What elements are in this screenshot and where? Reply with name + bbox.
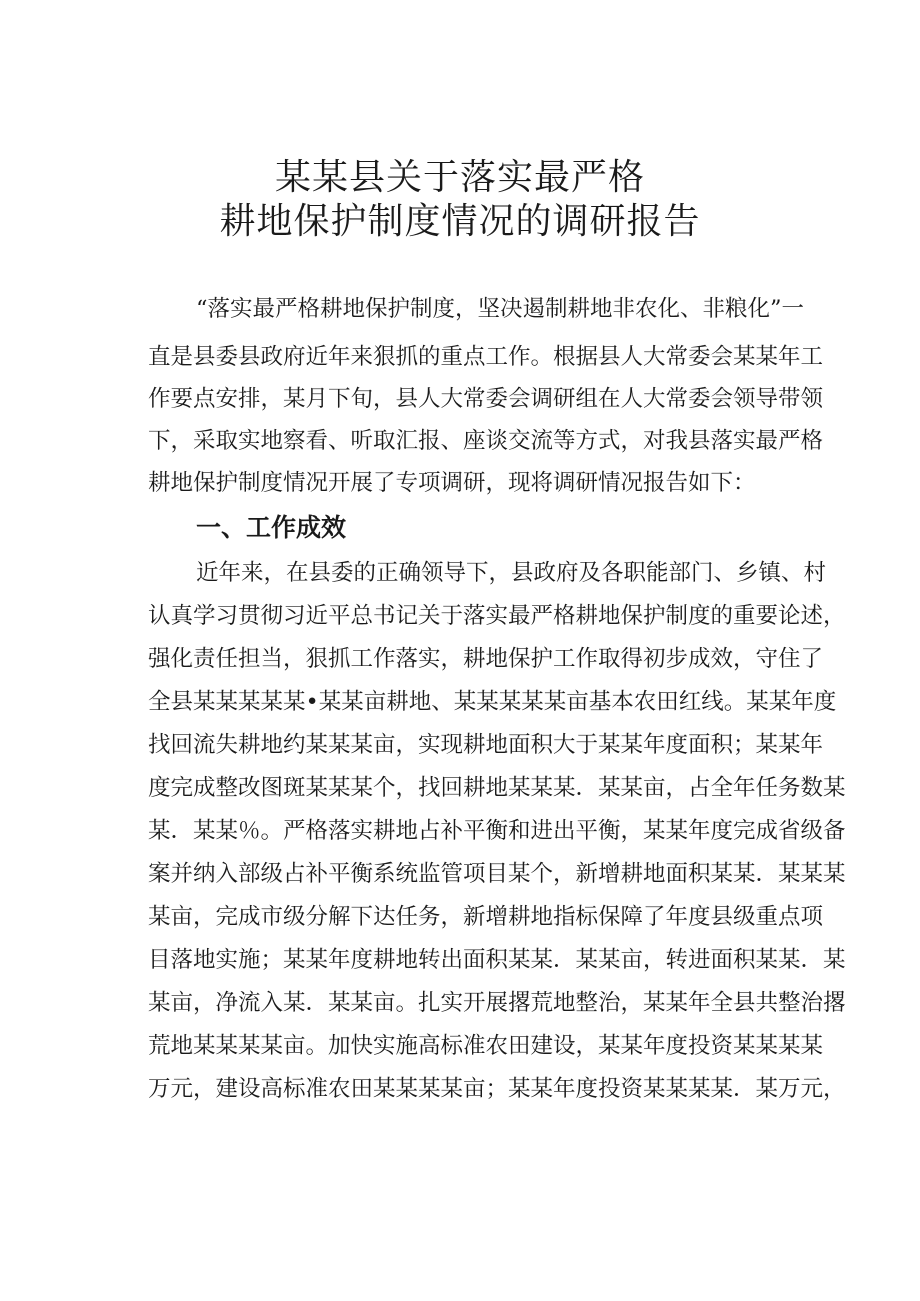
document-title-line-1: 某某县关于落实最严格 xyxy=(274,157,645,198)
body-line: 强化责任担当，狠抓工作落实，耕地保护工作取得初步成效，守住了 xyxy=(148,646,824,672)
body-line: 认真学习贯彻习近平总书记关于落实最严格耕地保护制度的重要论述， xyxy=(148,603,846,629)
body-line: 某亩，完成市级分解下达任务，新增耕地指标保障了年度县级重点项 xyxy=(148,904,824,930)
body-line: 案并纳入部级占补平衡系统监管项目某个，新增耕地面积某某．某某某 xyxy=(148,861,846,887)
body-line: 万元，建设高标准农田某某某某亩；某某年度投资某某某某．某万元， xyxy=(148,1076,846,1102)
body-line: 全县某某某某某•某某亩耕地、某某某某某亩基本农田红线。某某年度 xyxy=(148,689,837,715)
intro-line: “落实最严格耕地保护制度，坚决遏制耕地非农化、非粮化”一 xyxy=(196,296,805,322)
intro-line: 耕地保护制度情况开展了专项调研，现将调研情况报告如下： xyxy=(148,470,756,496)
intro-line: 作要点安排，某月下旬，县人大常委会调研组在人大常委会领导带领 xyxy=(148,386,824,412)
intro-line: 直是县委县政府近年来狠抓的重点工作。根据县人大常委会某某年工 xyxy=(148,344,824,370)
body-line: 找回流失耕地约某某某亩，实现耕地面积大于某某年度面积；某某年 xyxy=(148,732,824,758)
intro-line: 下，采取实地察看、听取汇报、座谈交流等方式，对我县落实最严格 xyxy=(148,428,824,454)
body-line: 荒地某某某某亩。加快实施高标准农田建设，某某年度投资某某某某 xyxy=(148,1033,824,1059)
document-title-line-2: 耕地保护制度情况的调研报告 xyxy=(219,201,701,242)
section-heading: 一、工作成效 xyxy=(196,513,347,542)
body-line: 目落地实施；某某年度耕地转出面积某某．某某亩，转进面积某某．某 xyxy=(148,947,846,973)
body-line: 近年来，在县委的正确领导下，县政府及各职能部门、乡镇、村 xyxy=(196,560,827,586)
body-line: 某．某某％。严格落实耕地占补平衡和进出平衡，某某年度完成省级备 xyxy=(148,818,846,844)
body-line: 某亩，净流入某．某某亩。扎实开展撂荒地整治，某某年全县共整治撂 xyxy=(148,990,846,1016)
body-line: 度完成整改图斑某某某个，找回耕地某某某．某某亩，占全年任务数某 xyxy=(148,775,846,801)
